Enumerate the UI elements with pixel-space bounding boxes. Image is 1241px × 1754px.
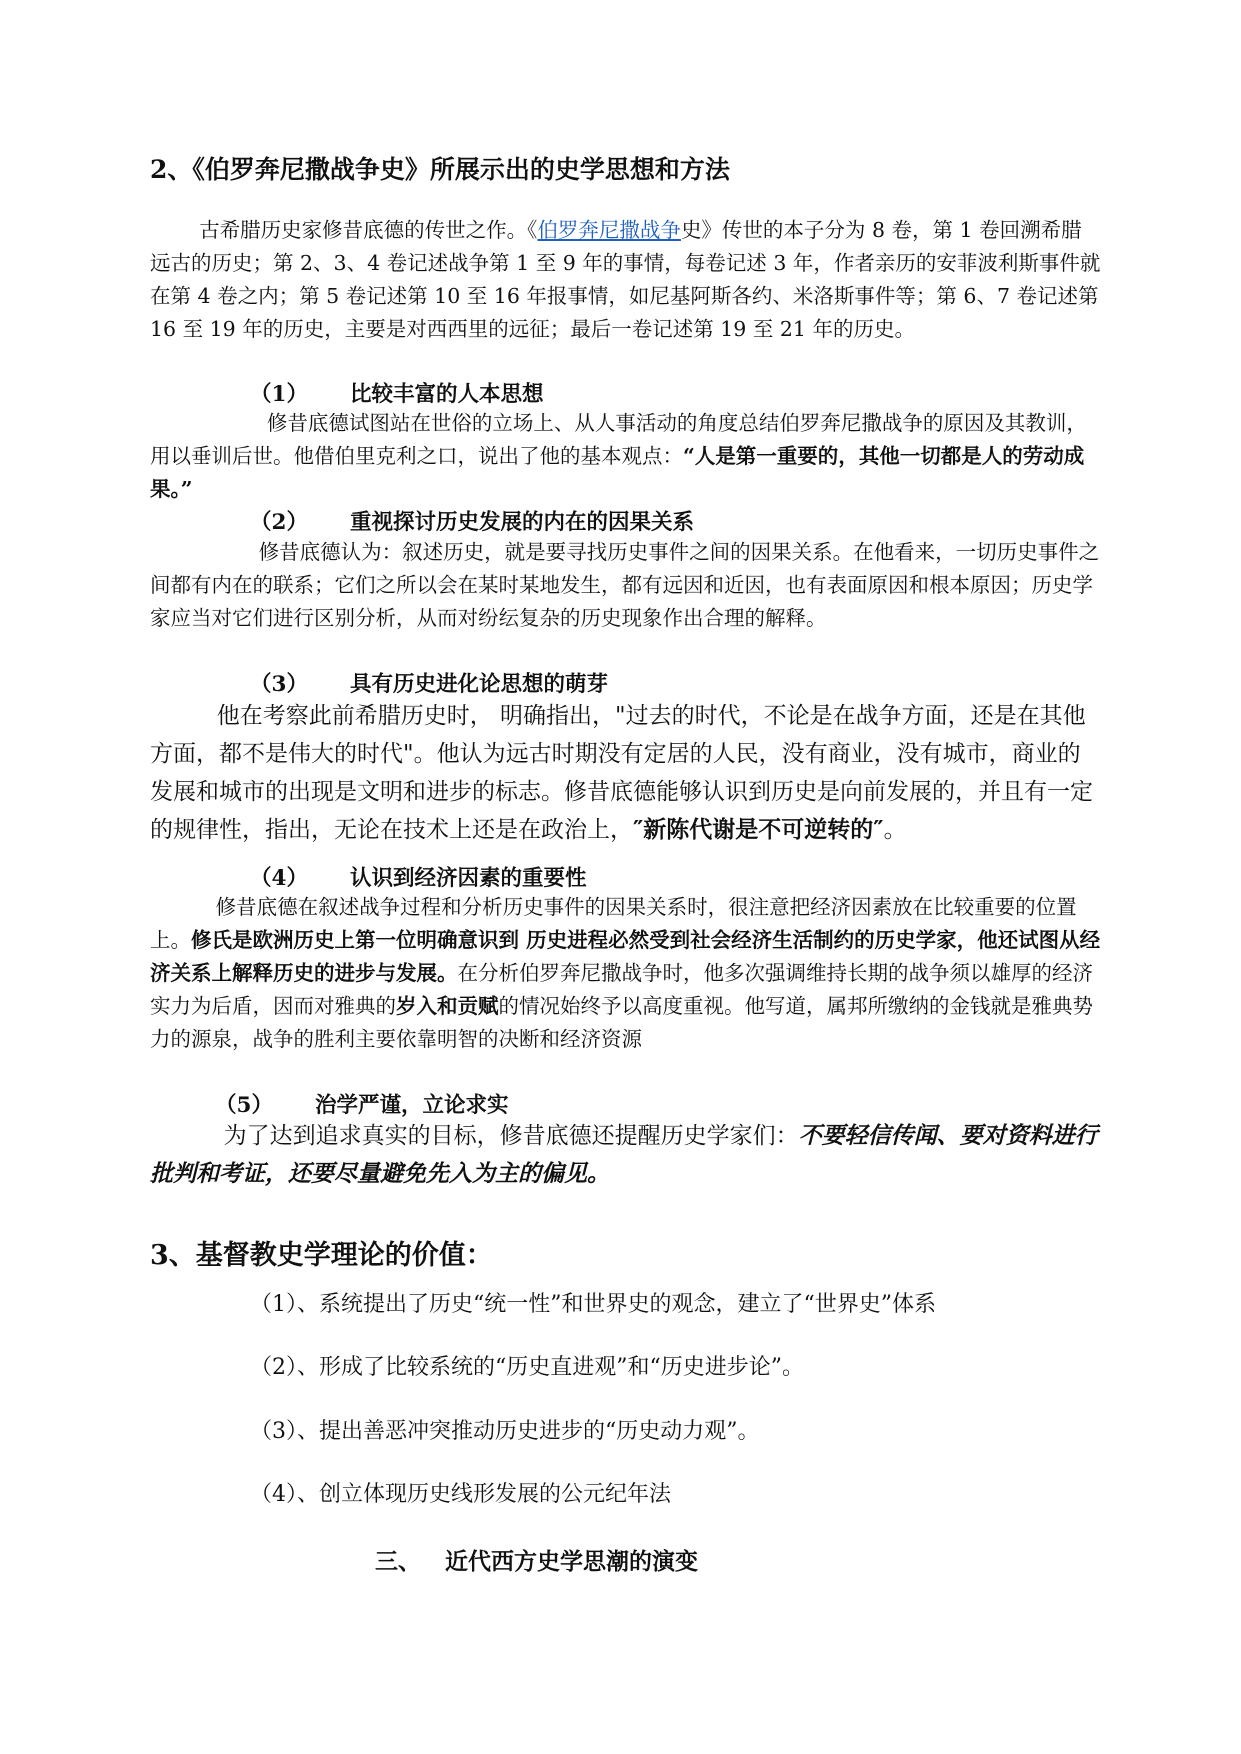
point-4-heading: （4） 认识到经济因素的重要性 — [250, 866, 587, 891]
point-5-heading: （5） 治学严谨，立论求实 — [215, 1093, 509, 1118]
point-2-text: 修昔底德认为：叙述历史，就是要寻找历史事件之间的因果关系。在他看来，一切历史事件之间都有内在的联系；它们之所以会在某时某地发生，都有远因和近因，也有表面原因和根本原因；历史学家应当对它们进行区别分析，从而对纷纭复杂的历史现象作出合理的解释。 — [150, 540, 1100, 630]
point-5-text: 为了达到追求真实的目标，修昔底德还提醒历史学家们：不要轻信传闻、要对资料进行批判和考证，还要尽量避免先入为主的偏见。 — [150, 1122, 1098, 1187]
war-history-link[interactable]: 伯罗奔尼撒战争 — [537, 218, 681, 242]
section-2-heading: 2、《伯罗奔尼撒战争史》所展示出的史学思想和方法 — [150, 155, 730, 184]
point-1-text: 修昔底德试图站在世俗的立场上、从人事活动的角度总结伯罗奔尼撒战争的原因及其教训，用以垂训后世。他借伯里克利之口，说出了他的基本观点：“人是第一重要的，其他一切都是人的劳动成果。” — [150, 411, 1087, 501]
list-item: （4）、创立体现历史线形发展的公元纪年法 — [250, 1482, 671, 1507]
list-item: （3）、提出善恶冲突推动历史进步的“历史动力观”。 — [250, 1419, 760, 1444]
section-three-heading: 三、 近代西方史学思潮的演变 — [375, 1548, 698, 1575]
point-3-text: 他在考察此前希腊历史时， 明确指出，"过去的时代，不论是在战争方面，还是在其他方面，都不是伟大的时代"。他认为远古时期没有定居的人民，没有商业，没有城市，商业的发展和城市的出现是文明和进步的标志。修昔底德能够认识到历史是向前发展的，并且有一定的规律性，指出，无论在技术上还是在政治上，″新陈代谢是不可逆转的″。 — [150, 703, 1093, 843]
list-item: （2）、形成了比较系统的“历史直进观”和“历史进步论”。 — [250, 1355, 804, 1380]
section-3-heading: 3、基督教史学理论的价值： — [150, 1240, 493, 1271]
list-item: （1）、系统提出了历史“统一性”和世界史的观念，建立了“世界史”体系 — [250, 1292, 936, 1317]
section-2-intro: 古希腊历史家修昔底德的传世之作。《伯罗奔尼撒战争史》传世的本子分为 8 卷，第 1 卷回溯希腊远古的历史；第 2、3、4 卷记述战争第 1 至 9 年的事情，每卷记述 3 年，作者亲历的安菲波利斯事件就在第 4 卷之内；第 5 卷记述第 10 至 16 年报事情，如尼基阿斯各约、米洛斯事件等；第 6、7 卷记述第 16 至 19 年的历史，主要是对西西里的远征；最后一卷记述第 19 至 21 年的历史。 — [150, 218, 1101, 341]
point-1-heading: （1） 比较丰富的人本思想 — [250, 382, 544, 407]
point-4-text: 修昔底德在叙述战争过程和分析历史事件的因果关系时，很注意把经济因素放在比较重要的位置上。修氏是欧洲历史上第一位明确意识到 历史进程必然受到社会经济生活制约的历史学家，他还试图从经济关系上解释历史的进步与发展。在分析伯罗奔尼撒战争时，他多次强调维持长期的战争须以雄厚的经济实力为后盾，因而对雅典的岁入和贡赋的情况始终予以高度重视。他写道，属邦所缴纳的金钱就是雅典势力的源泉，战争的胜利主要依靠明智的决断和经济资源 — [150, 895, 1101, 1051]
point-2-heading: （2） 重视探讨历史发展的内在的因果关系 — [250, 510, 695, 535]
point-3-heading: （3） 具有历史进化论思想的萌芽 — [250, 672, 609, 697]
